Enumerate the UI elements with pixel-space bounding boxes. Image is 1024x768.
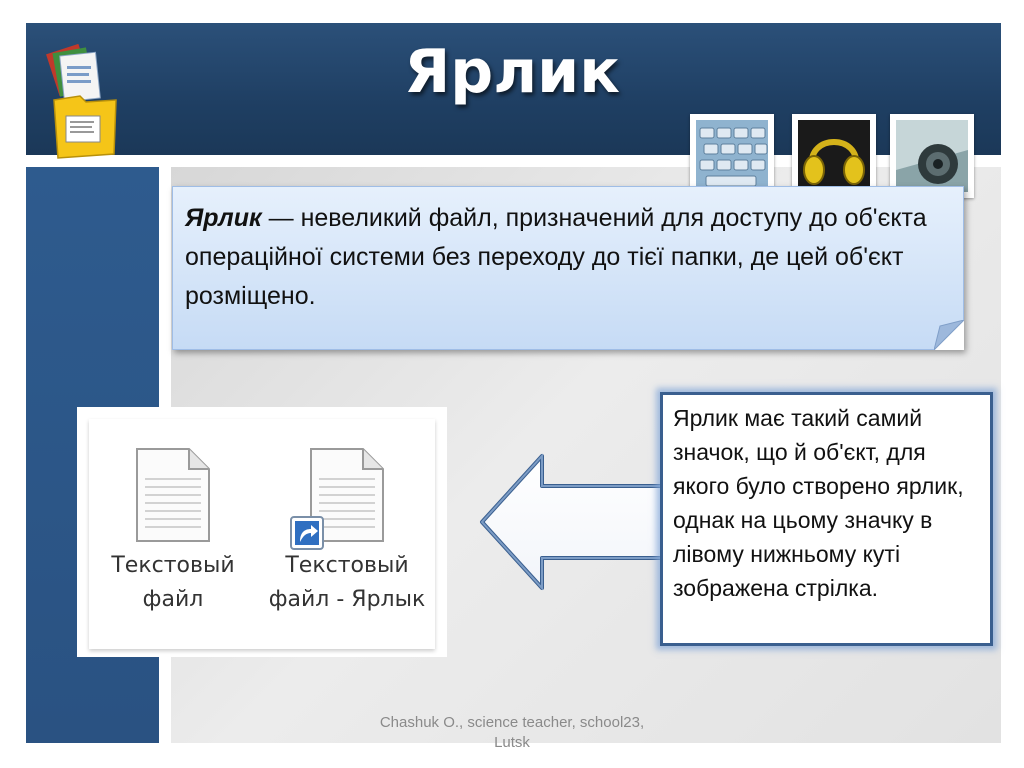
- text-file-icon: [133, 445, 213, 545]
- slide-title: Ярлик: [404, 37, 620, 107]
- definition-text: [185, 199, 955, 316]
- footer-line1: Chashuk O., science teacher, school23,: [379, 714, 645, 731]
- example-screenshot-inner: [89, 419, 435, 649]
- shortcut-arrow-icon: [289, 515, 325, 551]
- definition-term: Ярлик: [185, 204, 262, 232]
- footer-credit: [350, 713, 674, 753]
- example-screenshot: [77, 407, 447, 657]
- file-label-line1: Текстовый: [111, 553, 235, 578]
- definition-box: [172, 186, 964, 350]
- page-fold-icon: [934, 320, 964, 350]
- shortcut-label-line2: файл - Ярлык: [268, 587, 426, 612]
- callout-box: [660, 392, 993, 646]
- definition-body: — невеликий файл, призначений для доступу до об'єкта операційної системи без переходу до тієї папки, де цей об'єкт розміщено.: [185, 204, 927, 310]
- shortcut-label: [257, 549, 437, 617]
- file-label-line2: файл: [142, 587, 204, 612]
- folder-documents-icon: [40, 40, 124, 166]
- footer-line2: Lutsk: [494, 734, 530, 751]
- file-label: [83, 549, 263, 617]
- shortcut-label-line1: Текстовый: [285, 553, 409, 578]
- callout-text: Ярлик має такий самий значок, що й об'єкт, для якого було створено ярлик, однак на цьому значку в лівому нижньому куті зображена стрілка.: [673, 405, 964, 601]
- left-arrow-shape: [474, 448, 674, 598]
